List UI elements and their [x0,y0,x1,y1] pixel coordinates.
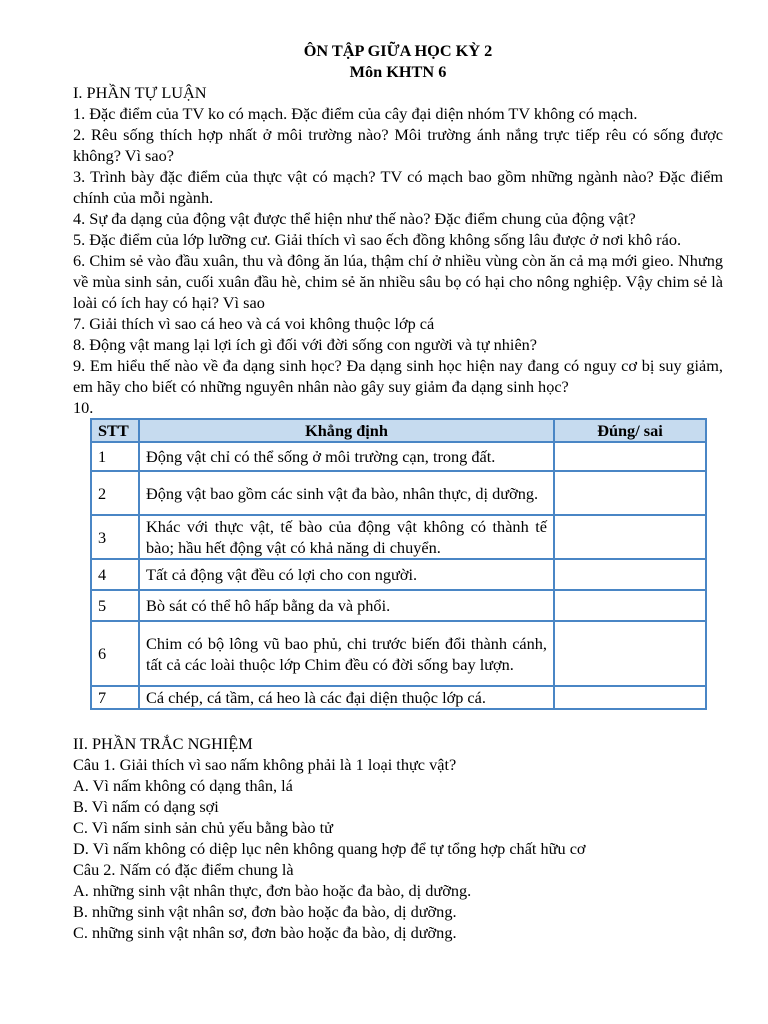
row-statement: Động vật bao gồm các sinh vật đa bào, nhân thực, dị dưỡng. [139,471,554,515]
row-stt: 6 [91,621,139,686]
row-answer-cell[interactable] [554,515,706,559]
header-statement: Khẳng định [139,419,554,442]
table-row [91,471,706,515]
part1-heading: I. PHẦN TỰ LUẬN [73,83,207,102]
header-answer: Đúng/ sai [554,419,706,442]
question-5: 5. Đặc điểm của lớp lưỡng cư. Giải thích vì sao ếch đồng không sống lâu được ở nơi khô ráo. [73,230,682,249]
row-stt: 5 [91,590,139,621]
row-answer-cell[interactable] [554,559,706,590]
question-1: 1. Đặc điểm của TV ko có mạch. Đặc điểm của cây đại diện nhóm TV không có mạch. [73,104,638,123]
row-answer-cell[interactable] [554,471,706,515]
mc-option: D. Vì nấm không có diệp lục nên không quang hợp để tự tổng hợp chất hữu cơ [73,839,586,858]
question-10: 10. [73,398,94,417]
part2-heading: II. PHẦN TRẮC NGHIỆM [73,734,253,753]
table-row [91,515,706,559]
document-title: ÔN TẬP GIỮA HỌC KỲ 2 [303,41,493,60]
section-spacer [73,710,723,733]
question-2: 2. Rêu sống thích hợp nhất ở môi trường nào? Môi trường ánh nắng trực tiếp rêu có sống được không? Vì sao? [73,125,723,165]
mc-option: A. những sinh vật nhân thực, đơn bào hoặc đa bào, dị dưỡng. [73,881,472,900]
header-stt: STT [91,419,139,442]
document-subtitle: Môn KHTN 6 [349,62,447,81]
row-statement: Khác với thực vật, tế bào của động vật không có thành tế bào; hầu hết động vật có khả năng di chuyển. [139,515,554,559]
row-statement: Bò sát có thể hô hấp bằng da và phổi. [139,590,554,621]
document-page [73,40,723,943]
row-answer-cell[interactable] [554,621,706,686]
question-6: 6. Chim sẻ vào đầu xuân, thu và đông ăn lúa, thậm chí ở nhiều vùng còn ăn cả mạ mới gieo. Nhưng về mùa sinh sản, cuối xuân đầu hè, chim sẻ ăn nhiều sâu bọ có hại cho nông nghiệp. Vậy chim sẻ là loài có ích hay có hại? Vì sao [73,251,723,312]
row-answer-cell[interactable] [554,590,706,621]
table-header-row [91,419,706,442]
table-row [91,686,706,709]
table-row [91,559,706,590]
mc-question-1: Câu 1. Giải thích vì sao nấm không phải là 1 loại thực vật? [73,755,457,774]
mc-option: B. những sinh vật nhân sơ, đơn bào hoặc đa bào, dị dưỡng. [73,902,457,921]
question-4: 4. Sự đa dạng của động vật được thể hiện như thế nào? Đặc điểm chung của động vật? [73,209,636,228]
row-stt: 4 [91,559,139,590]
table-row [91,442,706,471]
table-row [91,590,706,621]
row-stt: 7 [91,686,139,709]
true-false-table [90,418,707,710]
mc-option: B. Vì nấm có dạng sợi [73,797,219,816]
question-7: 7. Giải thích vì sao cá heo và cá voi không thuộc lớp cá [73,314,435,333]
mc-option: A. Vì nấm không có dạng thân, lá [73,776,293,795]
row-statement: Chim có bộ lông vũ bao phủ, chi trước biến đổi thành cánh, tất cả các loài thuộc lớp Chim đều có đời sống bay lượn. [139,621,554,686]
table-row [91,621,706,686]
row-answer-cell[interactable] [554,686,706,709]
mc-option: C. Vì nấm sinh sản chủ yếu bằng bào tử [73,818,333,837]
row-answer-cell[interactable] [554,442,706,471]
mc-question-2: Câu 2. Nấm có đặc điểm chung là [73,860,294,879]
question-3: 3. Trình bày đặc điểm của thực vật có mạch? TV có mạch bao gồm những ngành nào? Đặc điểm chính của mỗi ngành. [73,167,723,207]
mc-option: C. những sinh vật nhân sơ, đơn bào hoặc đa bào, dị dưỡng. [73,923,457,942]
row-statement: Động vật chỉ có thể sống ở môi trường cạn, trong đất. [139,442,554,471]
row-statement: Cá chép, cá tầm, cá heo là các đại diện thuộc lớp cá. [139,686,554,709]
row-statement: Tất cả động vật đều có lợi cho con người. [139,559,554,590]
row-stt: 3 [91,515,139,559]
question-8: 8. Động vật mang lại lợi ích gì đối với đời sống con người và tự nhiên? [73,335,538,354]
row-stt: 1 [91,442,139,471]
row-stt: 2 [91,471,139,515]
question-9: 9. Em hiểu thế nào về đa dạng sinh học? Đa dạng sinh học hiện nay đang có nguy cơ bị suy giảm, em hãy cho biết có những nguyên nhân nào gây suy giảm đa dạng sinh học? [73,356,723,396]
